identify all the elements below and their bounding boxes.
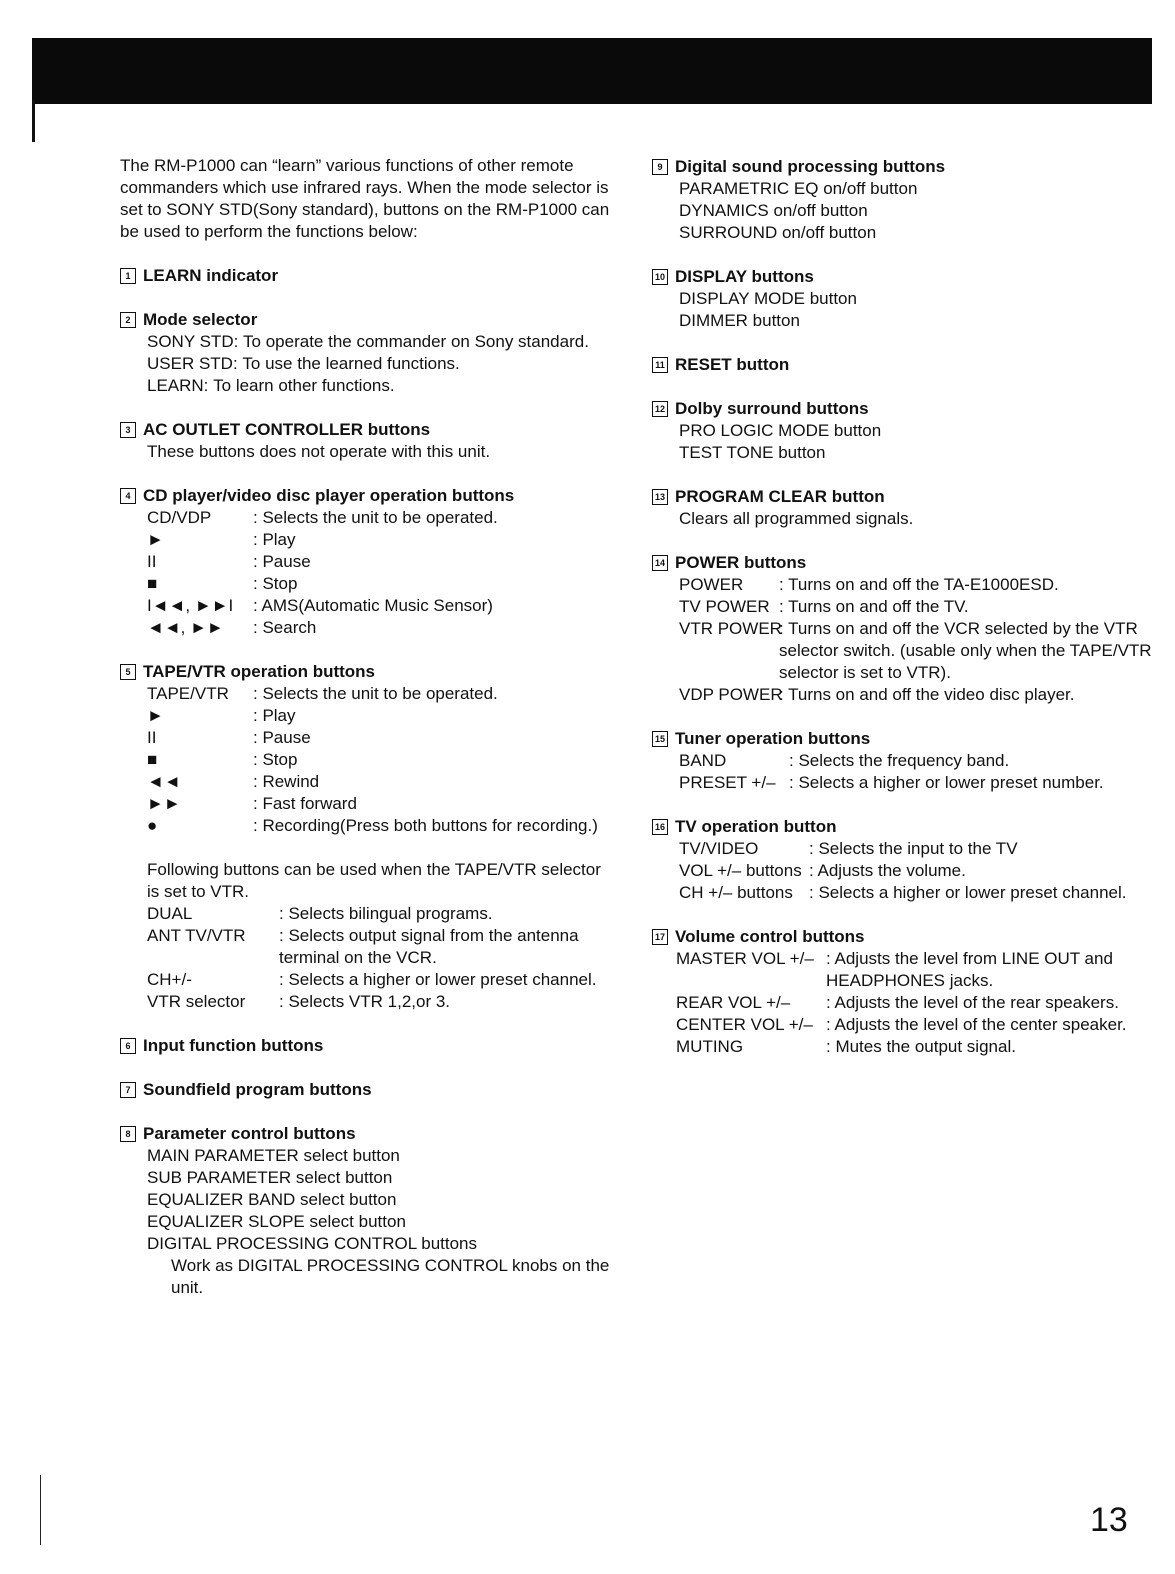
row-key: USER STD: bbox=[147, 354, 243, 373]
row-value: : Turns on and off the VCR selected by the VTR selector switch. (usable only when the TAPE/VTR selector is set to VTR). bbox=[779, 619, 1152, 682]
section-dolby bbox=[652, 398, 1152, 464]
rewind-icon: ◄◄ bbox=[147, 772, 181, 791]
row-key: CENTER VOL +/– bbox=[676, 1015, 813, 1034]
row-key: LEARN: bbox=[147, 376, 214, 395]
row-value: : Pause bbox=[253, 552, 311, 571]
item-number: 1 bbox=[120, 268, 136, 284]
section-display bbox=[652, 266, 1152, 332]
row-value: : Selects the input to the TV bbox=[809, 839, 1018, 858]
row-key: VOL +/– buttons bbox=[679, 861, 802, 880]
row-key: BAND bbox=[679, 751, 727, 770]
row-key: TAPE/VTR bbox=[147, 684, 229, 703]
row-value: : Pause bbox=[253, 728, 311, 747]
row-key: REAR VOL +/– bbox=[676, 993, 791, 1012]
section-title: Tuner operation buttons bbox=[675, 729, 871, 748]
section-line: SUB PARAMETER select button bbox=[147, 1168, 393, 1187]
section-tv-operation bbox=[652, 816, 1152, 904]
item-number: 11 bbox=[652, 357, 668, 373]
section-mode-selector bbox=[120, 309, 610, 397]
section-line: PARAMETRIC EQ on/off button bbox=[679, 179, 918, 198]
row-key: TV/VIDEO bbox=[679, 839, 759, 858]
skip-icon: I◄◄, ►►I bbox=[147, 596, 234, 615]
margin-line bbox=[40, 1475, 41, 1545]
section-title: Dolby surround buttons bbox=[675, 399, 869, 418]
row-key: MASTER VOL +/– bbox=[676, 949, 814, 968]
section-digital-sound bbox=[652, 156, 1152, 244]
section-line: Work as DIGITAL PROCESSING CONTROL knobs on the unit. bbox=[171, 1256, 610, 1297]
section-line: These buttons does not operate with this unit. bbox=[147, 442, 491, 461]
section-soundfield bbox=[120, 1079, 610, 1101]
section-line: EQUALIZER BAND select button bbox=[147, 1190, 397, 1209]
row-value: : Selects a higher or lower preset channel. bbox=[809, 883, 1127, 902]
item-number: 14 bbox=[652, 555, 668, 571]
item-number: 5 bbox=[120, 664, 136, 680]
section-title: DISPLAY buttons bbox=[675, 267, 814, 286]
row-key: CH+/- bbox=[147, 970, 192, 989]
record-icon: ● bbox=[147, 816, 158, 835]
section-title: TV operation button bbox=[675, 817, 837, 836]
item-number: 16 bbox=[652, 819, 668, 835]
row-value: : Turns on and off the TA-E1000ESD. bbox=[779, 575, 1059, 594]
section-title: PROGRAM CLEAR button bbox=[675, 487, 885, 506]
row-key: CD/VDP bbox=[147, 508, 212, 527]
item-number: 7 bbox=[120, 1082, 136, 1098]
row-value: : Turns on and off the TV. bbox=[779, 597, 969, 616]
row-value: : Play bbox=[253, 706, 296, 725]
item-number: 13 bbox=[652, 489, 668, 505]
row-value: : Selects a higher or lower preset number. bbox=[789, 773, 1104, 792]
section-line: Clears all programmed signals. bbox=[679, 509, 914, 528]
item-number: 6 bbox=[120, 1038, 136, 1054]
section-line: DIMMER button bbox=[679, 311, 800, 330]
section-title: Volume control buttons bbox=[675, 927, 865, 946]
section-volume-control bbox=[652, 926, 1152, 1058]
section-title: POWER buttons bbox=[675, 553, 807, 572]
pause-icon: II bbox=[147, 552, 157, 571]
row-value: : Selects output signal from the antenna terminal on the VCR. bbox=[279, 926, 579, 967]
section-line: TEST TONE button bbox=[679, 443, 826, 462]
fast-forward-icon: ►► bbox=[147, 794, 181, 813]
item-number: 9 bbox=[652, 159, 668, 175]
item-number: 8 bbox=[120, 1126, 136, 1142]
row-value: : Mutes the output signal. bbox=[826, 1037, 1016, 1056]
section-line: DISPLAY MODE button bbox=[679, 289, 857, 308]
row-value: : Fast forward bbox=[253, 794, 357, 813]
row-value: : Recording(Press both buttons for recording.) bbox=[253, 816, 598, 835]
section-title: LEARN indicator bbox=[143, 266, 279, 285]
item-number: 10 bbox=[652, 269, 668, 285]
play-icon: ► bbox=[147, 530, 164, 549]
row-key: VDP POWER bbox=[679, 685, 783, 704]
row-value: : Turns on and off the video disc player. bbox=[779, 685, 1075, 704]
section-program-clear bbox=[652, 486, 1152, 530]
item-number: 12 bbox=[652, 401, 668, 417]
row-value: : Adjusts the level of the center speaker. bbox=[826, 1015, 1127, 1034]
frame-line bbox=[32, 100, 35, 142]
section-line: PRO LOGIC MODE button bbox=[679, 421, 882, 440]
section-title: Input function buttons bbox=[143, 1036, 324, 1055]
row-value: : Selects bilingual programs. bbox=[279, 904, 493, 923]
section-tuner bbox=[652, 728, 1152, 794]
item-number: 2 bbox=[120, 312, 136, 328]
row-key: CH +/– buttons bbox=[679, 883, 793, 902]
row-key: POWER bbox=[679, 575, 744, 594]
row-value: : AMS(Automatic Music Sensor) bbox=[253, 596, 493, 615]
item-number: 17 bbox=[652, 929, 668, 945]
stop-icon: ■ bbox=[147, 574, 158, 593]
section-parameter-control bbox=[120, 1123, 610, 1299]
row-key: VTR selector bbox=[147, 992, 246, 1011]
row-key: TV POWER bbox=[679, 597, 770, 616]
section-title: Digital sound processing buttons bbox=[675, 157, 946, 176]
row-value: : Search bbox=[253, 618, 317, 637]
row-value: : Selects the unit to be operated. bbox=[253, 684, 498, 703]
row-value: : Selects the frequency band. bbox=[789, 751, 1010, 770]
section-line: EQUALIZER SLOPE select button bbox=[147, 1212, 406, 1231]
row-key: SONY STD: bbox=[147, 332, 244, 351]
row-value: : Selects a higher or lower preset channel. bbox=[279, 970, 597, 989]
item-number: 15 bbox=[652, 731, 668, 747]
section-learn-indicator bbox=[120, 265, 610, 287]
section-cd-player bbox=[120, 485, 610, 639]
row-value: To learn other functions. bbox=[213, 376, 395, 395]
section-tape-vtr bbox=[120, 661, 610, 1013]
row-key: ANT TV/VTR bbox=[147, 926, 246, 945]
section-line: MAIN PARAMETER select button bbox=[147, 1146, 400, 1165]
section-input-function bbox=[120, 1035, 610, 1057]
header-banner bbox=[32, 38, 1152, 104]
item-number: 3 bbox=[120, 422, 136, 438]
section-line: DYNAMICS on/off button bbox=[679, 201, 868, 220]
row-key: VTR POWER bbox=[679, 619, 782, 638]
row-value: To use the learned functions. bbox=[242, 354, 460, 373]
row-value: To operate the commander on Sony standard. bbox=[243, 332, 589, 351]
row-key: DUAL bbox=[147, 904, 193, 923]
page-number: 13 bbox=[1090, 1501, 1128, 1539]
section-title: Soundfield program buttons bbox=[143, 1080, 372, 1099]
play-icon: ► bbox=[147, 706, 164, 725]
section-title: AC OUTLET CONTROLLER buttons bbox=[143, 420, 431, 439]
item-number: 4 bbox=[120, 488, 136, 504]
section-line: SURROUND on/off button bbox=[679, 223, 877, 242]
left-column bbox=[120, 155, 610, 1321]
section-ac-outlet bbox=[120, 419, 610, 463]
section-title: Parameter control buttons bbox=[143, 1124, 356, 1143]
section-reset bbox=[652, 354, 1152, 376]
section-title: Mode selector bbox=[143, 310, 258, 329]
section-power bbox=[652, 552, 1152, 706]
intro-text: The RM-P1000 can “learn” various functions of other remote commanders which use infrared rays. When the mode selector is set to SONY STD(Sony standard), buttons on the RM-P1000 can be used to perform the functions below: bbox=[120, 156, 610, 241]
row-value: : Adjusts the level of the rear speakers. bbox=[826, 993, 1119, 1012]
right-column bbox=[652, 156, 1152, 1080]
row-value: : Stop bbox=[253, 574, 298, 593]
stop-icon: ■ bbox=[147, 750, 158, 769]
pause-icon: II bbox=[147, 728, 157, 747]
row-value: : Adjusts the level from LINE OUT and HEADPHONES jacks. bbox=[826, 949, 1113, 990]
row-key: PRESET +/– bbox=[679, 773, 776, 792]
row-value: : Play bbox=[253, 530, 296, 549]
section-line: DIGITAL PROCESSING CONTROL buttons bbox=[147, 1234, 478, 1253]
row-value: : Adjusts the volume. bbox=[809, 861, 966, 880]
row-value: : Stop bbox=[253, 750, 298, 769]
section-title: TAPE/VTR operation buttons bbox=[143, 662, 376, 681]
section-title: CD player/video disc player operation buttons bbox=[143, 486, 515, 505]
row-value: : Selects VTR 1,2,or 3. bbox=[279, 992, 451, 1011]
row-value: : Selects the unit to be operated. bbox=[253, 508, 498, 527]
search-icon: ◄◄, ►► bbox=[147, 618, 224, 637]
section-title: RESET button bbox=[675, 355, 790, 374]
row-key: MUTING bbox=[676, 1037, 744, 1056]
row-value: : Rewind bbox=[253, 772, 320, 791]
vtr-note: Following buttons can be used when the TAPE/VTR selector is set to VTR. bbox=[147, 860, 601, 901]
